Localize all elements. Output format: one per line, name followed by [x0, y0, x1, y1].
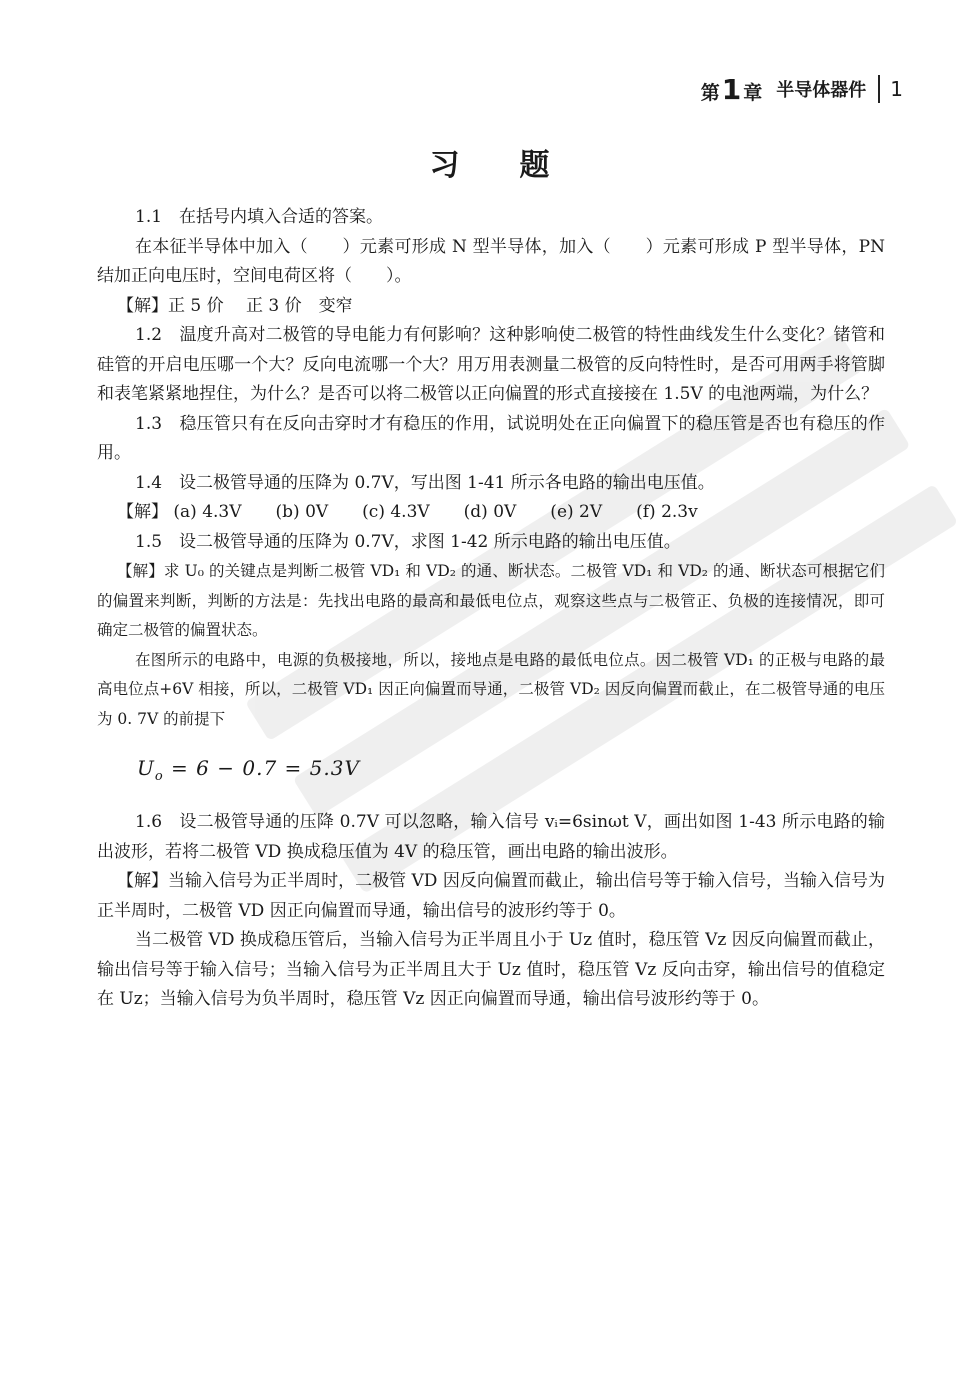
section-title: 习题 — [429, 148, 610, 183]
answer-1-1: 【解】正 5 价 正 3 价 变窄 — [117, 295, 353, 316]
chapter-suffix: 章 — [743, 81, 763, 104]
answer-1-6-detail: 当二极管 VD 换成稳压管后，当输入信号为正半周且小于 Uz 值时，稳压管 Vz 因反向偏置而截止，输出信号等于输入信号；当输入信号为正半周且大于 Uz 值时，稳压管 Vz 反向击穿，输出信号的值稳定在 Uz；当输入信号为负半周时，稳压管 Vz 因正向偏置而导通，输出信号波形约等于 0。 — [97, 930, 885, 1009]
question-1-1-text: 在本征半导体中加入（ ）元素可形成 N 型半导体，加入（ ）元素可形成 P 型半导体，PN 结加正向电压时，空间电荷区将（ ）。 — [97, 236, 885, 286]
chapter-number: 1 — [721, 72, 742, 106]
question-1-6: 1.6 设二极管导通的压降 0.7V 可以忽略，输入信号 vᵢ=6sinωt V，画出如图 1-43 所示电路的输出波形，若将二极管 VD 换成稳压值为 4V 的稳压管，画出电路的输出波形。 — [97, 812, 885, 862]
question-1-5: 1.5 设二极管导通的压降为 0.7V，求图 1-42 所示电路的输出电压值。 — [135, 531, 681, 552]
header-divider — [878, 75, 880, 103]
chapter-prefix: 第 — [700, 81, 720, 104]
question-1-2: 1.2 温度升高对二极管的导电能力有何影响？这种影响使二极管的特性曲线发生什么变化？锗管和硅管的开启电压哪一个大？反向电流哪一个大？用万用表测量二极管的反向特性时，是否可用两手将管脚和表笔紧紧地捏住，为什么？是否可以将二极管以正向偏置的形式直接接在 1.5V 的电池两端，为什么？ — [97, 325, 885, 404]
page-body — [97, 203, 885, 1015]
answer-1-6: 【解】当输入信号为正半周时，二极管 VD 因反向偏置而截止，输出信号等于输入信号，当输入信号为正半周时，二极管 VD 因正向偏置而导通，输出信号的波形约等于 0。 — [97, 871, 885, 921]
equation-rhs: = 6 − 0.7 = 5.3V — [163, 756, 360, 780]
question-1-4: 1.4 设二极管导通的压降为 0.7V，写出图 1-41 所示各电路的输出电压值。 — [135, 472, 715, 493]
page-number: 1 — [890, 77, 903, 101]
chapter-label — [701, 73, 763, 106]
equation-lhs-sub: o — [154, 769, 164, 784]
answer-1-5-detail: 在图所示的电路中，电源的负极接地，所以，接地点是电路的最低电位点。因二极管 VD₁ 的正极与电路的最高电位点+6V 相接，所以，二极管 VD₁ 因正向偏置而导通，二极管 VD₂ 因反向偏置而截止，在二极管导通的电压为 0. 7V 的前提下 — [97, 650, 885, 728]
equation-lhs: U — [137, 756, 155, 780]
question-1-1: 1.1 在括号内填入合适的答案。 — [135, 207, 384, 227]
equation — [137, 756, 885, 786]
answer-1-4: 【解】 (a) 4.3V (b) 0V (c) 4.3V (d) 0V (e) 2V (f) 2.3v — [117, 502, 698, 522]
running-header — [701, 74, 903, 104]
chapter-title: 半导体器件 — [776, 80, 867, 101]
answer-1-5: 【解】求 U₀ 的关键点是判断二极管 VD₁ 和 VD₂ 的通、断状态。二极管 VD₁ 和 VD₂ 的通、断状态可根据它们的偏置来判断，判断的方法是：先找出电路的最高和最低电位点，观察这些点与二极管正、负极的连接情况，即可确定二极管的偏置状态。 — [97, 562, 885, 639]
question-1-3: 1.3 稳压管只有在反向击穿时才有稳压的作用，试说明处在正向偏置下的稳压管是否也有稳压的作用。 — [97, 413, 885, 463]
